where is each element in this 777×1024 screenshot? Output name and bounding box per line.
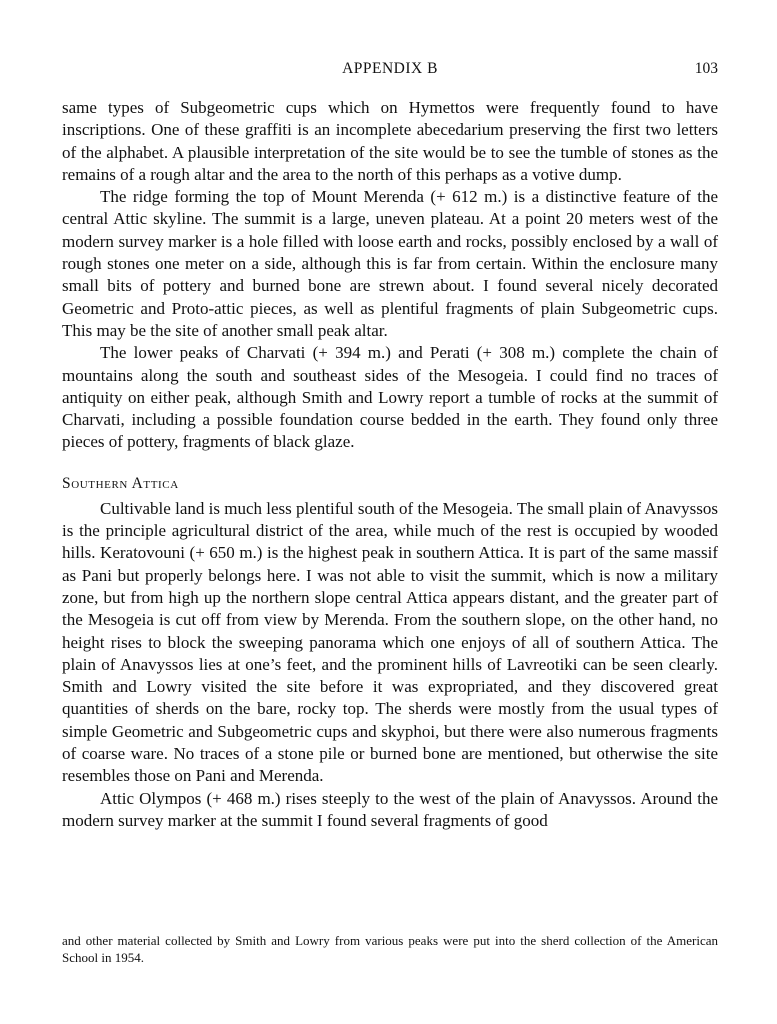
- book-page: [62, 0, 718, 1024]
- footnote: and other material collected by Smith and Lowry from various peaks were put into the sherd collection of the American School in 1954.: [62, 933, 718, 965]
- paragraph-attic-olympos: Attic Olympos (+ 468 m.) rises steeply to the west of the plain of Anavyssos. Around the modern survey marker at the summit I found several fragments of good: [62, 788, 718, 830]
- running-head-title: APPENDIX B: [342, 60, 438, 77]
- paragraph-mount-merenda: The ridge forming the top of Mount Merenda (+ 612 m.) is a distinctive feature of the central Attic skyline. The summit is a large, uneven plateau. At a point 20 meters west of the modern survey marker is a hole filled with loose earth and rocks, possibly enclosed by a wall of rough stones one meter on a side, although this is far from certain. Within the enclosure many small bits of pottery and burned bone are strewn about. I found several nicely decorated Geometric and Proto-attic pieces, as well as plentiful fragments of plain Subgeometric cups. This may be the site of another small peak altar.: [62, 187, 718, 340]
- page-number: 103: [694, 60, 718, 77]
- paragraph-charvati-perati: The lower peaks of Charvati (+ 394 m.) and Perati (+ 308 m.) complete the chain of mountains along the south and southeast sides of the Mesogeia. I could find no traces of antiquity on either peak, although Smith and Lowry report a tumble of rocks at the summit of Charvati, including a possible foundation course bedded in the earth. They found only three pieces of pottery, fragments of black glaze.: [62, 343, 718, 452]
- paragraph-continued: same types of Subgeometric cups which on Hymettos were frequently found to have inscriptions. One of these graffiti is an incomplete abecedarium preserving the first two letters of the alphabet. A plausible interpretation of the site would be to see the tumble of stones as the remains of a rough altar and the area to the north of this perhaps as a votive dump.: [62, 98, 718, 184]
- running-head: [62, 60, 718, 82]
- paragraph-southern-attica: Cultivable land is much less plentiful south of the Mesogeia. The small plain of Anavyssos is the principle agricultural district of the area, while much of the rest is occupied by wooded hills. Keratovouni (+ 650 m.) is the highest peak in southern Attica. It is part of the same massif as Pani but properly belongs here. I was not able to visit the summit, which is now a military zone, but from high up the northern slope central Attica appears distant, and the greater part of the Mesogeia is cut off from view by Merenda. From the southern slope, on the other hand, no height rises to block the sweeping panorama which one enjoys of all of southern Attica. The plain of Anavyssos lies at one’s feet, and the prominent hills of Lavreotiki can be seen clearly. Smith and Lowry visited the site before it was expropriated, and they discovered great quantities of sherds on the bare, rocky top. The sherds were mostly from the usual types of simple Geometric and Subgeometric cups and skyphoi, but there were also numerous fragments of coarse ware. No traces of a stone pile or burned bone are mentioned, but otherwise the site resembles those on Pani and Merenda.: [62, 498, 718, 786]
- body-text: [62, 97, 718, 832]
- section-heading: Southern Attica: [62, 474, 179, 492]
